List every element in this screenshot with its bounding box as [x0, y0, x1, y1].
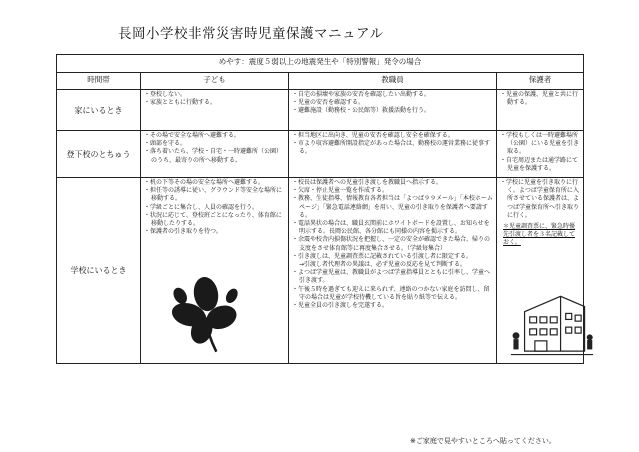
- school-building-illustration: [509, 286, 595, 358]
- list-item: ・ 落ち着いたら、学校・自宅・一時避難所（公園）のうち、最寄りの所へ移動する。: [144, 148, 285, 164]
- cell-child-home: [141, 90, 289, 131]
- list-item: ・ 教務、生徒指導、情報教育各者担当は「よつば９９メール」「本校ホームページ」「緊急電話連絡網」を用い、児童の引き取りを保護者へ要請する。: [292, 195, 493, 220]
- cell-staff-home: [289, 90, 497, 131]
- cell-guardian-school: [497, 178, 584, 364]
- list-item: ・ 保護者の引き取りを待つ。: [144, 228, 285, 236]
- list-item: ・ 児童の安否を確認する。: [292, 99, 493, 107]
- list-item: ・ 状況に応じて、登校班ごとになったり、体育館に移動したりする。: [144, 212, 285, 228]
- table-row-home: [57, 90, 584, 131]
- footer-note: ※ご家庭で見やすいところへ貼ってください。: [410, 437, 556, 445]
- header-staff: 教職員: [289, 73, 497, 90]
- table-row-school: [57, 178, 584, 364]
- list-item: ・ 市より収容避難所開設指定があった場合は、勤務校の運営業務に従事する。: [292, 140, 493, 156]
- list-item: ・ 自宅の損壊や家族の安否を確認したい出勤する。: [292, 91, 493, 99]
- list-item: ・ その場で安全な場所へ避難する。: [144, 132, 285, 140]
- row-label-school: 学校にいるとき: [57, 178, 141, 364]
- list-item: ・ 児童の保護、児童と共に行動する。: [500, 91, 580, 107]
- header-time: 時間帯: [57, 73, 141, 90]
- table-row-commute: [57, 131, 584, 178]
- list-item: ・ 余震や校舎内損傷状況を把握し、一定の安全が確認できた場合、帰りの支度をさせ体育館等に再度集合させる。（学級毎集合）: [292, 236, 493, 252]
- clover-illustration: [163, 270, 249, 356]
- list-item: ・ 電話異状の場合は、職員玄関前にホワイトボードを設置し、お知らせを明示する。長岡公民館、各分館にも同様の内容を掲示する。: [292, 220, 493, 236]
- emergency-contact-note: ＊児童調査票に、緊急時優先引渡し者を３名記載しておく。: [503, 223, 576, 247]
- header-guardian: 保護者: [497, 73, 584, 90]
- manual-table: [56, 54, 584, 364]
- list-item: ・ よつば学童児童は、教職員がよつば学童指導員とともに引率し、学童へ引き渡す。: [292, 269, 493, 285]
- list-item: ・ 担当地区に出向き、児童の安否を確認し安全を確保する。: [292, 132, 493, 140]
- list-item: ・ 頭部を守る。: [144, 140, 285, 148]
- list-item: ・ 担任等の誘導に従い、グラウンド等安全な場所に移動する。: [144, 187, 285, 203]
- list-item: ・ 机の下等その場の安全な場所へ避難する。: [144, 179, 285, 187]
- page-title: 長岡小学校非常災害時児童保護マニュアル: [118, 26, 384, 42]
- list-item: ・ 欠席・停止児童一覧を作成する。: [292, 187, 493, 195]
- list-item: ・ 学級ごとに集合し、人員の確認を行う。: [144, 204, 285, 212]
- cell-child-school: [141, 178, 289, 364]
- guideline-text: めやす：震度５弱以上の地震発生や「特別警報」発令の場合: [57, 55, 584, 73]
- list-item: ・ 校長は保護者への児童引き渡しを教職員へ指示する。: [292, 179, 493, 187]
- list-item: ・ 避難施設（勤務校・公民館等）救援活動を行う。: [292, 107, 493, 115]
- list-item: ・ 学校に児童を引き取りに行く。よつば学童保育所に入所させている保護者は、よつば学童保育所へ引き取りに行く。: [500, 179, 580, 220]
- list-item: →引渡し者代理者の異議は、必ず児童の反応を見て判断する。: [299, 261, 467, 269]
- list-item: ・ 午後５時を過ぎても迎えに来られず、連絡のつかない家庭を訪問し、留守の場合は児童が学校待機している旨を貼り紙等で伝える。: [292, 286, 493, 302]
- row-label-commute: 登下校のとちゅう: [57, 131, 141, 178]
- cell-staff-school: [289, 178, 497, 364]
- cell-child-commute: [141, 131, 289, 178]
- list-item: ・ 児童全員の引き渡しを完遂する。: [292, 302, 493, 310]
- list-item: ・ 家族とともに行動する。: [144, 99, 285, 107]
- guideline-row: [57, 55, 584, 73]
- cell-staff-commute: [289, 131, 497, 178]
- header-child: 子ども: [141, 73, 289, 90]
- header-row: [57, 73, 584, 90]
- list-item: ・ 引き渡しは、児童調査票に記載されている引渡し者に限定する。: [292, 253, 493, 261]
- cell-guardian-home: [497, 90, 584, 131]
- cell-guardian-commute: [497, 131, 584, 178]
- list-item: ・ 自宅周辺または通学路にて児童を保護する。: [500, 157, 580, 173]
- row-label-home: 家にいるとき: [57, 90, 141, 131]
- list-item: ・ 学校もしくは一時避難場所（公園）にいる児童を引き取る。: [500, 132, 580, 157]
- list-item: ・ 登校しない。: [144, 91, 285, 99]
